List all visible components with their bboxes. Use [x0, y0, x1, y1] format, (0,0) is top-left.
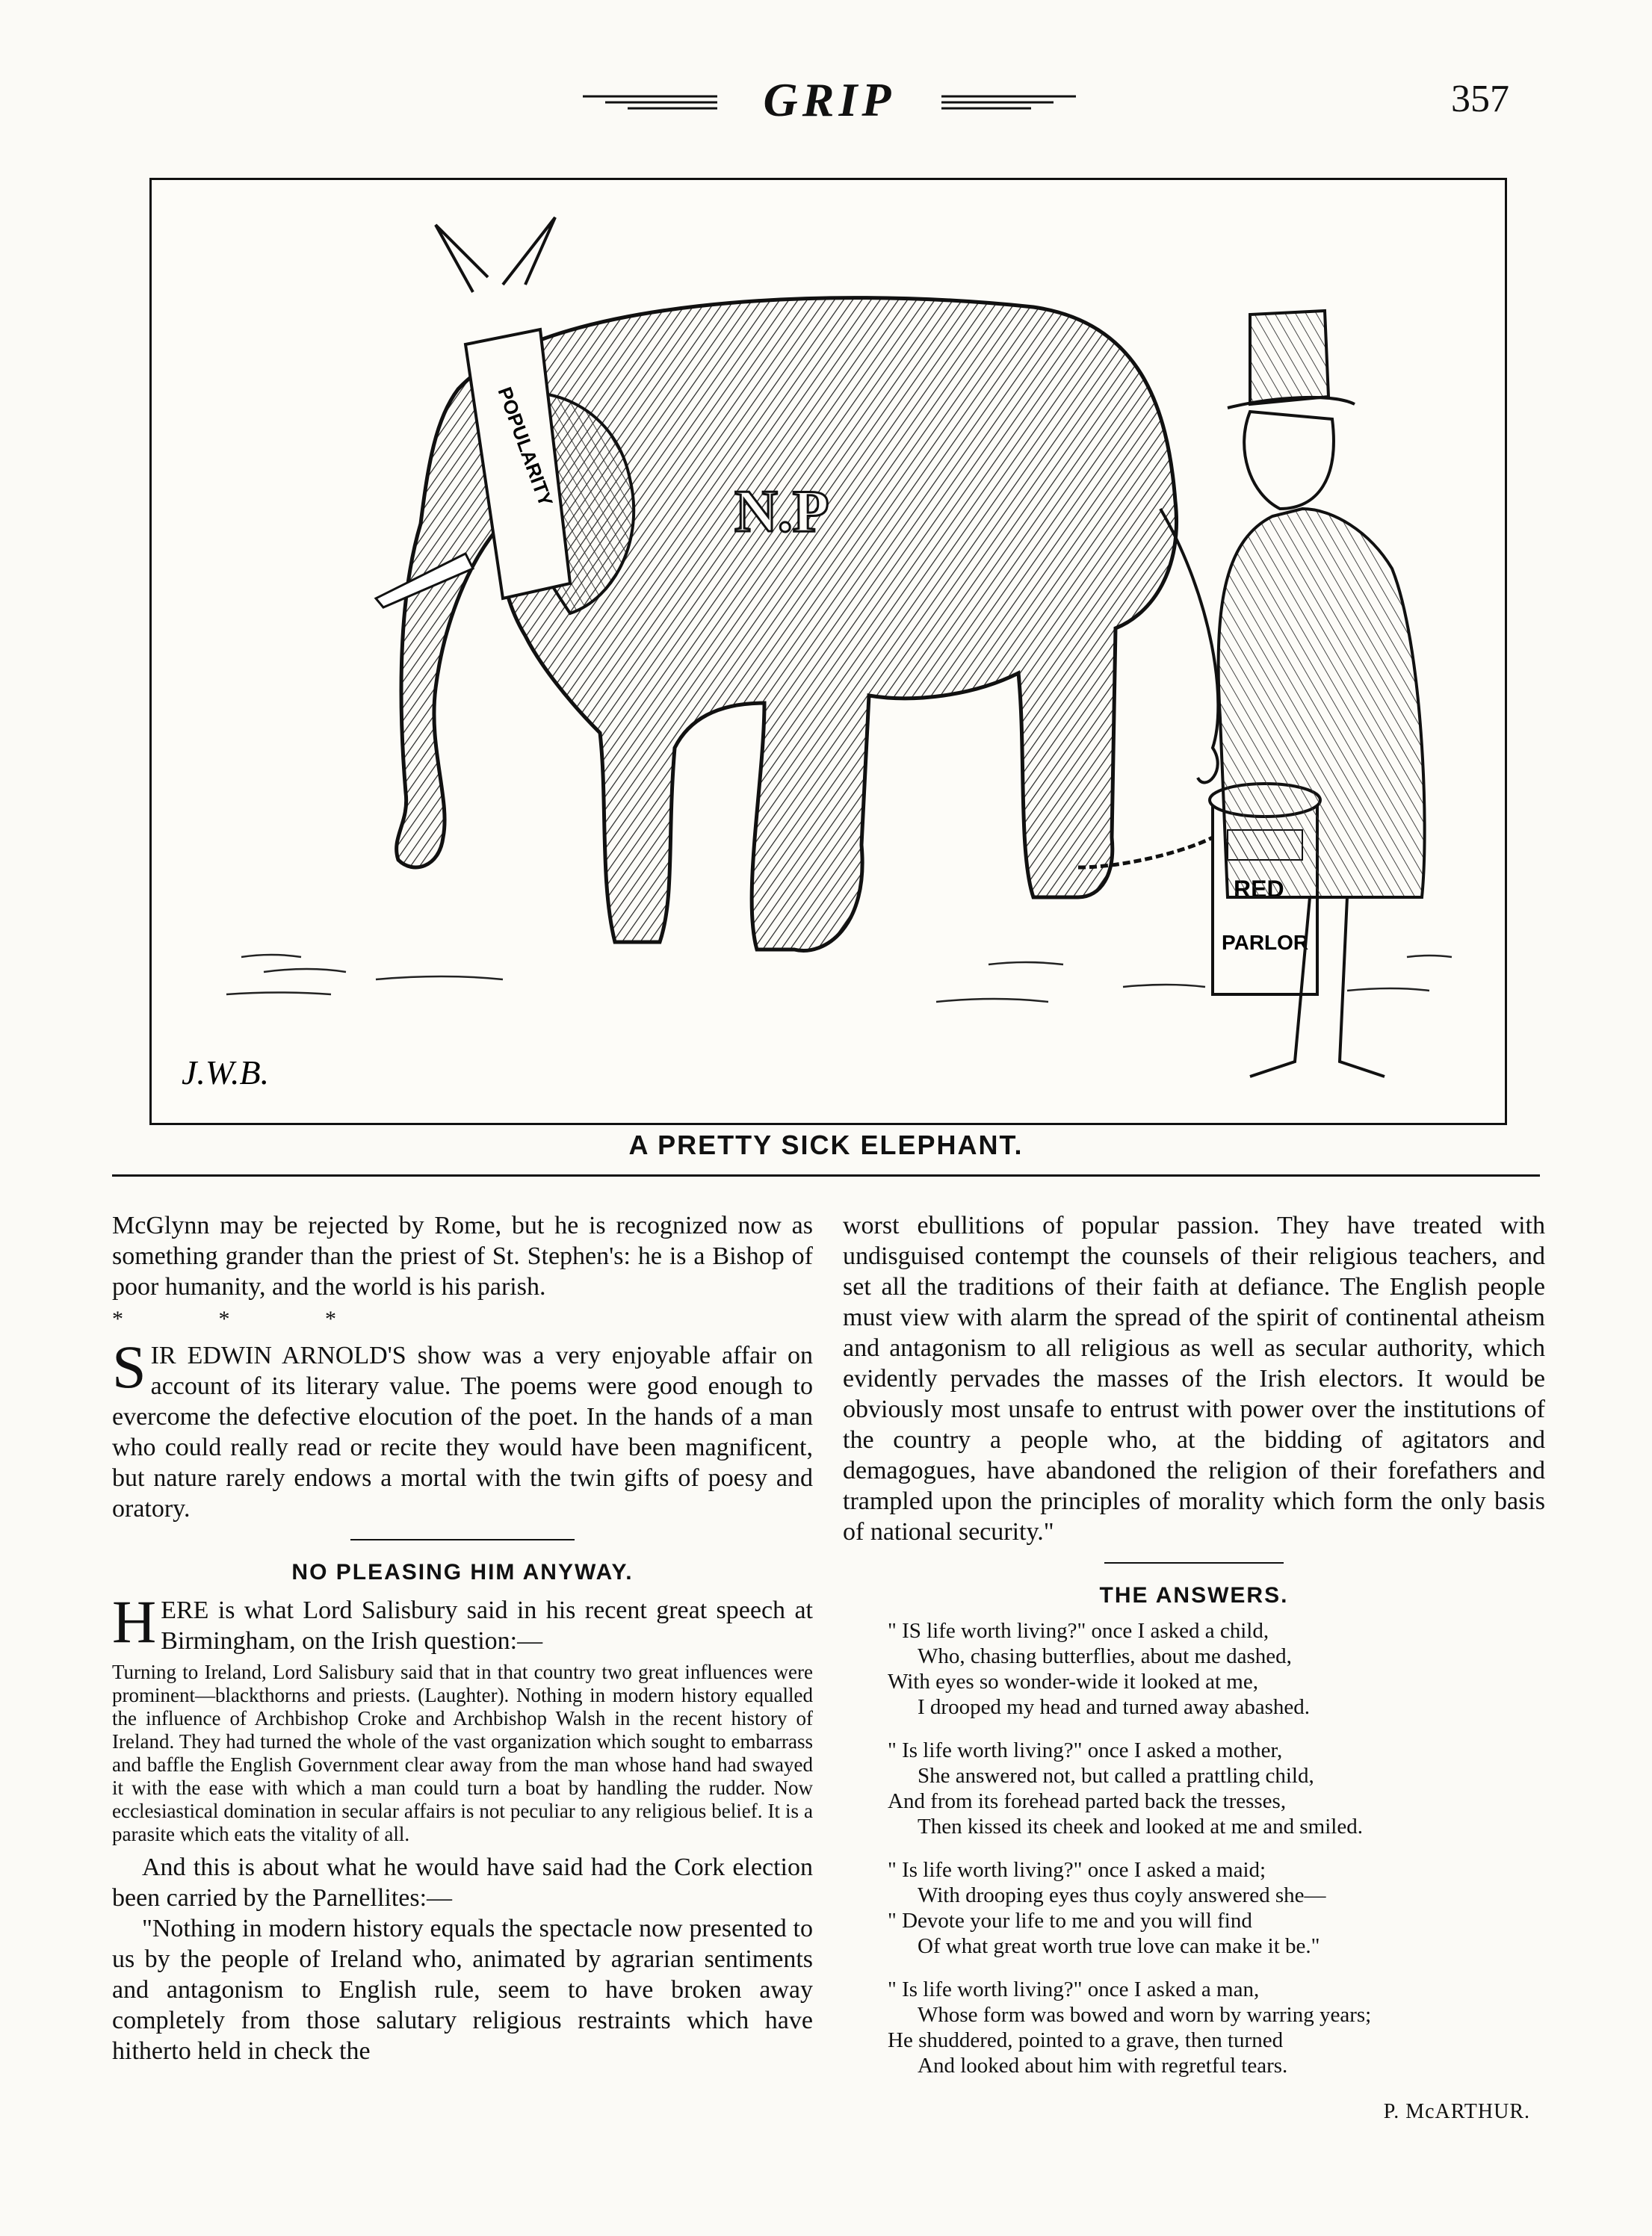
- cartoon-illustration: [149, 178, 1507, 1125]
- poem-author: P. McARTHUR.: [1383, 2100, 1530, 2123]
- artist-signature: J.W.B.: [182, 1053, 270, 1091]
- nothing-paragraph: "Nothing in modern history equals the spectacle now presented to us by the people of Ireland who, animated by agrarian sentiments and antagonism to English rule, seem to have broken away completely from those salutary religious restraints which have hitherto held in check the: [112, 1915, 813, 2065]
- masthead-title: GRIP: [763, 73, 896, 126]
- blindfold-label: POPULARITY: [493, 383, 558, 510]
- elephant-cartoon: [152, 180, 1505, 1123]
- salisbury-quote: Turning to Ireland, Lord Salisbury said that in that country two great influences were prominent—blackthorns and priests. (Laughter). Nothing in modern history equalled the influence of Archbishop Croke and Archbishop Walsh in the recent history of Ireland. They had turned the whole of the vast organization which sought to embarrass and baffle the English Government clear away from the man whose hand had swayed it with the ease with which a man could turn a boat by handling the rudder. Now ecclesiastical domination in secular affairs is not peculiar to any religious belief. It is a parasite which eats the vitality of all.: [112, 1661, 813, 1845]
- elephant: [376, 217, 1218, 950]
- poem-line: " Is life worth living?" once I asked a mother,: [888, 1738, 1283, 1762]
- poem-line: Of what great worth true love can make it be.": [918, 1934, 1320, 1958]
- continuation-paragraph: worst ebullitions of popular passion. They have treated with undisguised contempt the counsels of their religious teachers, and set all the traditions of their faith at defiance. The English people must view with alarm the spread of the spirit of continental atheism and antagonism to all religious as well as secular authority, which evidently pervades the masses of the Irish electors. It would be obviously most unsafe to entrust with power over the institutions of the country a people who, at the bidding of agitators and demagogues, have abandoned the religion of their forefathers and trampled upon the principles of morality which form the only basis of national security.": [843, 1212, 1545, 1546]
- poem-line: And looked about him with regretful tears.: [918, 2054, 1288, 2078]
- poem-line: And from its forehead parted back the tresses,: [888, 1789, 1287, 1813]
- post-label-parlor: PARLOR: [1222, 931, 1309, 954]
- poem-line: I drooped my head and turned away abashed.: [918, 1695, 1311, 1719]
- arnold-paragraph: [112, 1333, 813, 1524]
- arnold-text: IR EDWIN ARNOLD'S show was a very enjoyable affair on account of its literary value. The poems were good enough to evercome the defective elocution of the poet. In the hands of a man who could really read or recite they would have been magnificent, but nature rarely endows a mortal with the twin gifts of poesy and oratory.: [112, 1342, 813, 1523]
- section-title: NO PLEASING HIM ANYWAY.: [291, 1560, 634, 1585]
- poem-line: With eyes so wonder-wide it looked at me,: [888, 1670, 1258, 1694]
- poem-line: " Is life worth living?" once I asked a maid;: [888, 1858, 1266, 1882]
- poem-line: Who, chasing butterflies, about me dashed,: [918, 1644, 1292, 1668]
- poem-line: With drooping eyes thus coyly answered she—: [918, 1883, 1326, 1907]
- cork-paragraph: And this is about what he would have said had the Cork election been carried by the Parnellites:—: [112, 1853, 813, 1912]
- masthead: [568, 71, 1091, 138]
- poem-line: He shuddered, pointed to a grave, then turned: [888, 2028, 1284, 2052]
- poem-line: " Devote your life to me and you will find: [888, 1909, 1252, 1933]
- poem-title: THE ANSWERS.: [1099, 1583, 1289, 1608]
- poem-line: She answered not, but called a prattling child,: [918, 1764, 1314, 1788]
- mcglynn-paragraph: McGlynn may be rejected by Rome, but he is recognized now as something grander than the priest of St. Stephen's: he is a Bishop of poor humanity, and the world is his parish.: [112, 1212, 813, 1301]
- poem-stanza: [888, 1618, 1545, 1720]
- dropcap-h: H: [112, 1588, 157, 1656]
- poem-stanza: [888, 1738, 1545, 1839]
- dropcap-s: S: [112, 1333, 146, 1401]
- poem-body: [843, 1618, 1545, 2078]
- cartoon-caption: A PRETTY SICK ELEPHANT.: [628, 1130, 1024, 1160]
- poem-stanza: [888, 1857, 1545, 1959]
- page-number: 357: [1451, 78, 1509, 120]
- page-header: [0, 71, 1652, 138]
- poem-stanza: [888, 1977, 1545, 2078]
- left-column: [112, 1210, 813, 2066]
- section-stars: * * *: [112, 1307, 381, 1331]
- salisbury-intro-text: ERE is what Lord Salisbury said in his recent great speech at Birmingham, on the Irish question:—: [161, 1597, 813, 1655]
- poem-line: " Is life worth living?" once I asked a man,: [888, 1978, 1260, 2001]
- section-divider: [350, 1539, 575, 1540]
- right-column: [843, 1210, 1545, 2127]
- elephant-body-label: N.P: [734, 479, 829, 545]
- poem-line: Then kissed its cheek and looked at me and smiled.: [918, 1815, 1363, 1839]
- salisbury-intro: [112, 1588, 813, 1656]
- poem-divider: [1104, 1562, 1284, 1564]
- poem-line: Whose form was bowed and worn by warring years;: [918, 2003, 1372, 2027]
- caption-rule: [112, 1174, 1540, 1177]
- poem-line: " IS life worth living?" once I asked a child,: [888, 1619, 1269, 1643]
